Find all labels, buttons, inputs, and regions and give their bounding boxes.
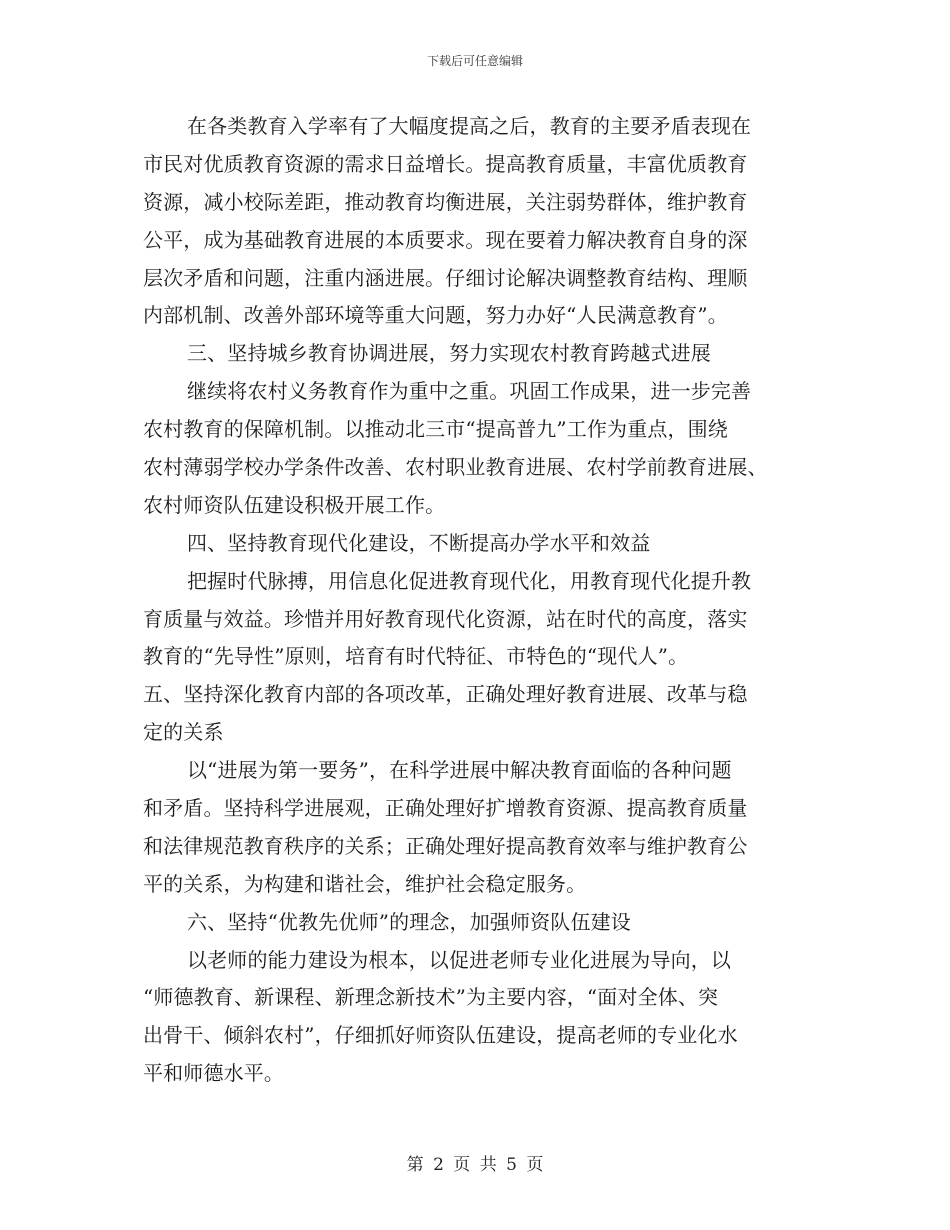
text-line: 平和师德水平。 [143,1061,285,1086]
text-line: 平的关系，为构建和谐社会，维护社会稳定服务。 [143,871,587,896]
text-line: 以老师的能力建设为根本，以促进老师专业化进展为导向，以 [187,947,732,972]
text-line: 和矛盾。坚持科学进展观，正确处理好扩增教育资源、提高教育质量 [143,796,748,821]
document-body [143,108,807,1093]
page-header-note: 下载后可任意编辑 [426,54,523,68]
text-line: 育质量与效益。珍惜并用好教育现代化资源，站在时代的高度，落实 [143,606,748,631]
text-line: 资源，减小校际差距，推动教育均衡进展，关注弱势群体，维护教育 [143,189,748,214]
text-line: 层次矛盾和问题，注重内涵进展。仔细讨论解决调整教育结构、理顺 [143,265,748,290]
text-line: 在各类教育入学率有了大幅度提高之后，教育的主要矛盾表现在 [187,114,752,138]
text-line: 内部机制、改善外部环境等重大问题，努力办好“人民满意教育”。 [143,303,728,328]
text-line: 农村薄弱学校办学条件改善、农村职业教育进展、农村学前教育进展、 [143,455,768,480]
text-line: 把握时代脉搏，用信息化促进教育现代化，用教育现代化提升教 [187,568,752,593]
text-line: 和法律规范教育秩序的关系；正确处理好提高教育效率与维护教育公 [143,833,748,858]
text-line: 农村教育的保障机制。以推动北三市“提高普九”工作为重点，围绕 [143,417,728,442]
text-line: 农村师资队伍建设积极开展工作。 [143,492,446,517]
text-line: 市民对优质教育资源的需求日益增长。提高教育质量，丰富优质教育 [143,151,748,176]
text-line: 定的关系 [143,720,224,745]
page-number: 第 2 页 共 5 页 [406,1155,544,1175]
text-line: 五、坚持深化教育内部的各项改革，正确处理好教育进展、改革与稳 [143,682,748,707]
text-line: “师德教育、新课程、新理念新技术”为主要内容，“面对全体、突 [143,985,719,1010]
text-line: 三、坚持城乡教育协调进展，努力实现农村教育跨越式进展 [187,341,711,366]
text-line: 以“进展为第一要务”，在科学进展中解决教育面临的各种问题 [187,758,732,783]
text-line: 六、坚持“优教先优师”的理念，加强师资队伍建设 [187,909,631,934]
text-line: 继续将农村义务教育作为重中之重。巩固工作成果，进一步完善 [187,379,752,404]
text-line: 公平，成为基础教育进展的本质要求。现在要着力解决教育自身的深 [143,227,748,252]
text-line: 教育的“先导性”原则，培育有时代特征、市特色的“现代人”。 [143,644,689,669]
text-line: 四、坚持教育现代化建设，不断提高办学水平和效益 [187,530,651,555]
text-line: 出骨干、倾斜农村”，仔细抓好师资队伍建设，提高老师的专业化水 [143,1023,738,1048]
